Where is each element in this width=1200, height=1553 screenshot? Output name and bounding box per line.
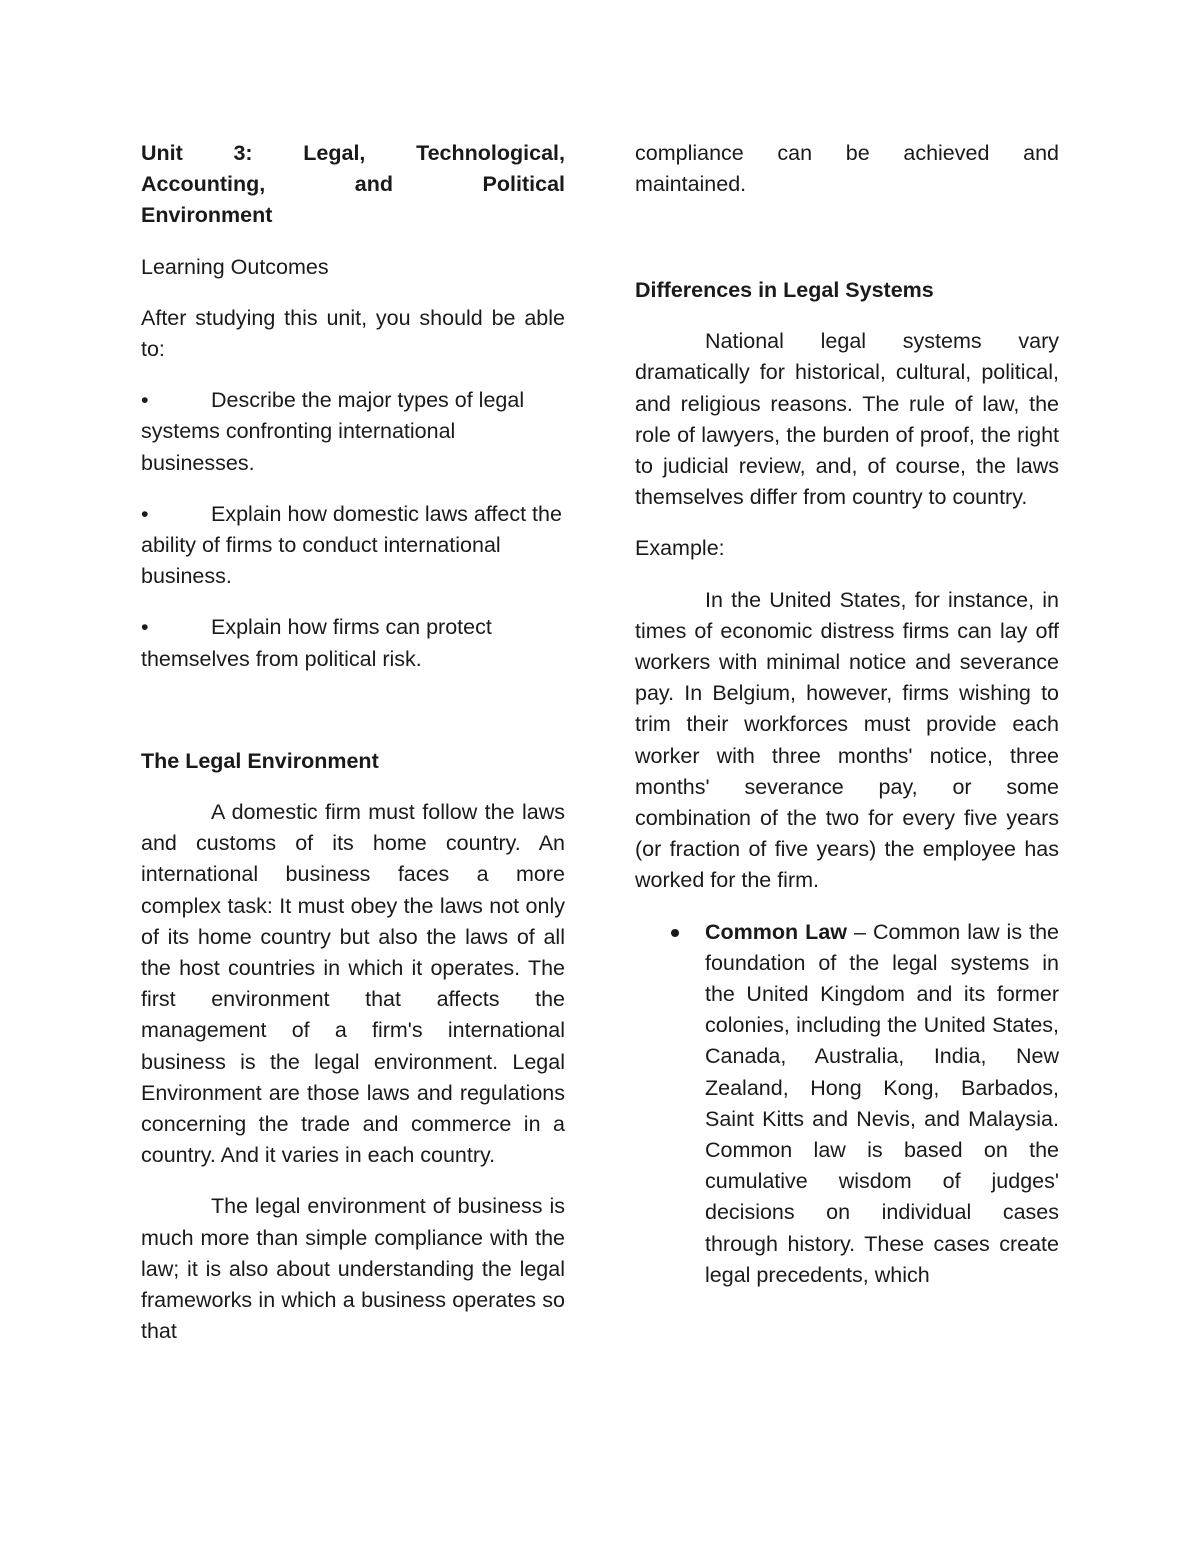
outcome-item-1 — [141, 385, 565, 479]
continuation-text: compliance can be achieved and maintained. — [635, 141, 1059, 197]
legal-environment-heading: The Legal Environment — [141, 748, 379, 773]
common-law-text: Common law is the foundation of the legal systems in the United Kingdom and its former colonies, including the United States, Canada, Australia, India, New Zealand, Hong Kong, Barbados, Saint Kitts and Nevis, and Malaysia. Common law is based on the cumulative wisdom of judges' decisions on individual cases through history. These cases create legal precedents, which — [705, 919, 1059, 1287]
unit-title-line-3: Environment — [141, 203, 273, 228]
outcome-item-3 — [141, 612, 565, 674]
right-column — [635, 278, 1059, 1291]
learning-outcomes-label: Learning Outcomes — [141, 254, 329, 279]
list-item-common-law — [635, 917, 1059, 1291]
example-label: Example: — [635, 536, 725, 561]
differences-heading: Differences in Legal Systems — [635, 278, 934, 302]
bullet-icon: • — [141, 615, 149, 640]
legal-systems-list — [635, 917, 1059, 1291]
left-column — [141, 138, 565, 1348]
bullet-icon: • — [141, 388, 149, 413]
legal-environment-paragraph-2: The legal environment of business is much more than simple compliance with the law; it is also about understanding the legal frameworks in which a business operates so that — [141, 1194, 565, 1344]
outcome-item-2 — [141, 499, 565, 593]
right-column-continuation — [635, 138, 1059, 200]
unit-title — [141, 138, 565, 232]
bullet-icon: • — [141, 501, 149, 526]
outcome-text: Explain how firms can protect themselves from political risk. — [141, 615, 492, 671]
common-law-term: Common Law — [705, 919, 847, 944]
unit-title-line-2: Accounting, and Political — [141, 172, 565, 197]
differences-paragraph: National legal systems vary dramatically for historical, cultural, political, and religious reasons. The rule of law, the role of lawyers, the burden of proof, the right to judicial review, and, of course, the laws themselves differ from country to country. — [635, 329, 1059, 510]
bullet-dot-icon — [671, 929, 679, 937]
outcome-text: Explain how domestic laws affect the ability of firms to conduct international business. — [141, 501, 562, 589]
outcomes-intro: After studying this unit, you should be able to: — [141, 305, 565, 362]
unit-title-line-1: Unit 3: Legal, Technological, — [141, 141, 565, 165]
outcome-text: Describe the major types of legal systems confronting international businesses. — [141, 388, 525, 475]
example-paragraph: In the United States, for instance, in times of economic distress firms can lay off workers with minimal notice and severance pay. In Belgium, however, firms wishing to trim their workforces must provide each worker with three months' notice, three months' severance pay, or some combination of the two for every five years (or fraction of five years) the employee has worked for the firm. — [635, 587, 1059, 893]
legal-environment-paragraph-1: A domestic firm must follow the laws and customs of its home country. An international business faces a more complex task: It must obey the laws not only of its home country but also the laws of all the host countries in which it operates. The first environment that affects the management of a firm's international business is the legal environment. Legal Environment are those laws and regulations concerning the trade and commerce in a country. And it varies in each country. — [141, 800, 565, 1168]
common-law-dash: – — [847, 919, 874, 944]
